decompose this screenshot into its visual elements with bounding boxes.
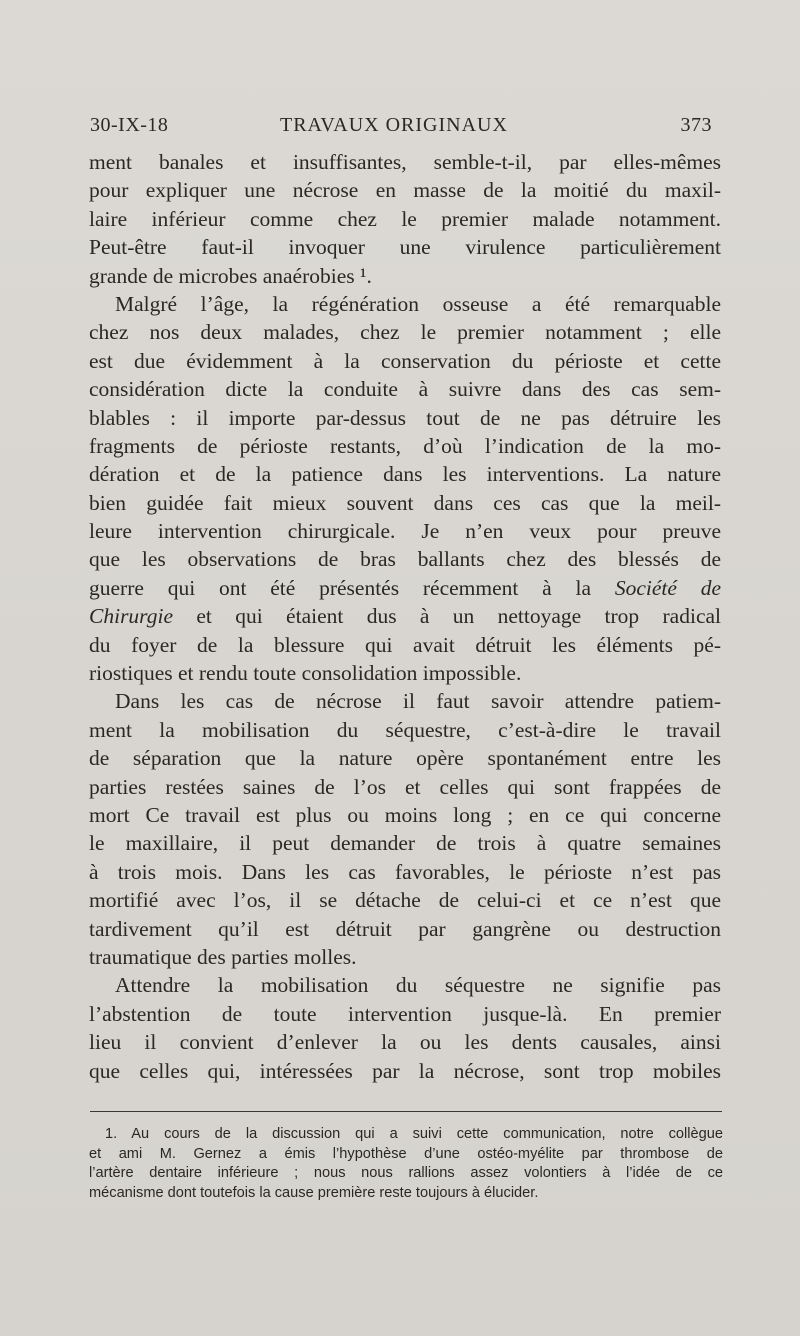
text-line: ment banales et insuffisantes, semble-t-il, par elles-mêmes [89, 150, 721, 174]
text-line: que celles qui, intéressées par la nécrose, sont trop mobiles [89, 1058, 721, 1083]
text-line: ment la mobilisation du séquestre, c’est-à-dire le travail [89, 717, 721, 742]
italic-society-name: Société de [614, 575, 721, 600]
text-line: bien guidée fait mieux souvent dans ces cas que la meil- [89, 490, 721, 515]
text-line: fragments de périoste restants, d’où l’indication de la mo- [89, 433, 721, 458]
text-line: dération et de la patience dans les interventions. La nature [89, 462, 721, 487]
text-line: l’abstention de toute intervention jusque-là. En premier [89, 1001, 721, 1026]
text-line: blables : il importe par-dessus tout de ne pas détruire les [89, 405, 721, 430]
text-line: mortifié avec l’os, il se détache de celui-ci et ce n’est que [89, 888, 721, 913]
text-line-with-italic [89, 602, 721, 630]
footnote-line: et ami M. Gernez a émis l’hypothèse d’une ostéo-myélite par thrombose de [89, 1145, 723, 1162]
footnote-line: l’artère dentaire inférieure ; nous nous rallions assez volontiers à l’idée de ce [89, 1165, 723, 1181]
text-segment: et qui étaient dus à un nettoyage trop radical [196, 604, 722, 629]
text-line: Attendre la mobilisation du séquestre ne signifie pas [115, 973, 721, 998]
text-line: Malgré l’âge, la régénération osseuse a été remarquable [115, 291, 721, 316]
text-line: que les observations de bras ballants chez des blessés de [89, 547, 721, 572]
text-line: considération dicte la conduite à suivre dans des cas sem- [89, 377, 721, 402]
text-line-with-italic [89, 574, 721, 602]
header-date: 30-IX-18 [90, 114, 169, 136]
main-text [89, 148, 721, 1085]
text-line: mort Ce travail est plus ou moins long ; en ce qui concerne [89, 802, 721, 827]
text-line: Peut-être faut-il invoquer une virulence particulièrement [89, 235, 721, 260]
text-line: à trois mois. Dans les cas favorables, le périoste n’est pas [89, 859, 721, 884]
header-title: TRAVAUX ORIGINAUX [280, 114, 508, 136]
text-line: est due évidemment à la conservation du périoste et cette [89, 348, 721, 373]
text-line: parties restées saines de l’os et celles qui sont frappées de [89, 774, 721, 799]
text-line: tardivement qu’il est détruit par gangrène ou destruction [89, 916, 721, 941]
page-number: 373 [680, 114, 712, 136]
text-line: le maxillaire, il peut demander de trois à quatre semaines [89, 831, 721, 856]
text-line: pour expliquer une nécrose en masse de la moitié du maxil- [89, 178, 721, 203]
running-header [90, 114, 712, 144]
text-line: riostiques et rendu toute consolidation impossible. [89, 661, 522, 686]
text-segment: guerre qui ont été présentés récemment à la [89, 575, 592, 600]
text-line: laire inférieur comme chez le premier malade notamment. [89, 206, 721, 231]
italic-chirurgie: Chirurgie [89, 604, 174, 629]
text-line: traumatique des parties molles. [89, 944, 357, 969]
text-line: leure intervention chirurgicale. Je n’en veux pour preuve [89, 519, 721, 544]
text-line: Dans les cas de nécrose il faut savoir attendre patiem- [115, 689, 721, 714]
text-line: de séparation que la nature opère spontanément entre les [89, 746, 721, 771]
text-line: lieu il convient d’enlever la ou les dents causales, ainsi [89, 1030, 721, 1055]
footnote [89, 1125, 723, 1203]
footnote-divider [90, 1111, 722, 1112]
text-line: grande de microbes anaérobies ¹. [89, 263, 372, 288]
footnote-line: 1. Au cours de la discussion qui a suivi cette communication, notre collègue [105, 1126, 723, 1142]
footnote-line: mécanisme dont toutefois la cause première reste toujours à élucider. [89, 1184, 539, 1201]
text-line: chez nos deux malades, chez le premier notamment ; elle [89, 320, 721, 345]
text-line: du foyer de la blessure qui avait détruit les éléments pé- [89, 632, 721, 657]
